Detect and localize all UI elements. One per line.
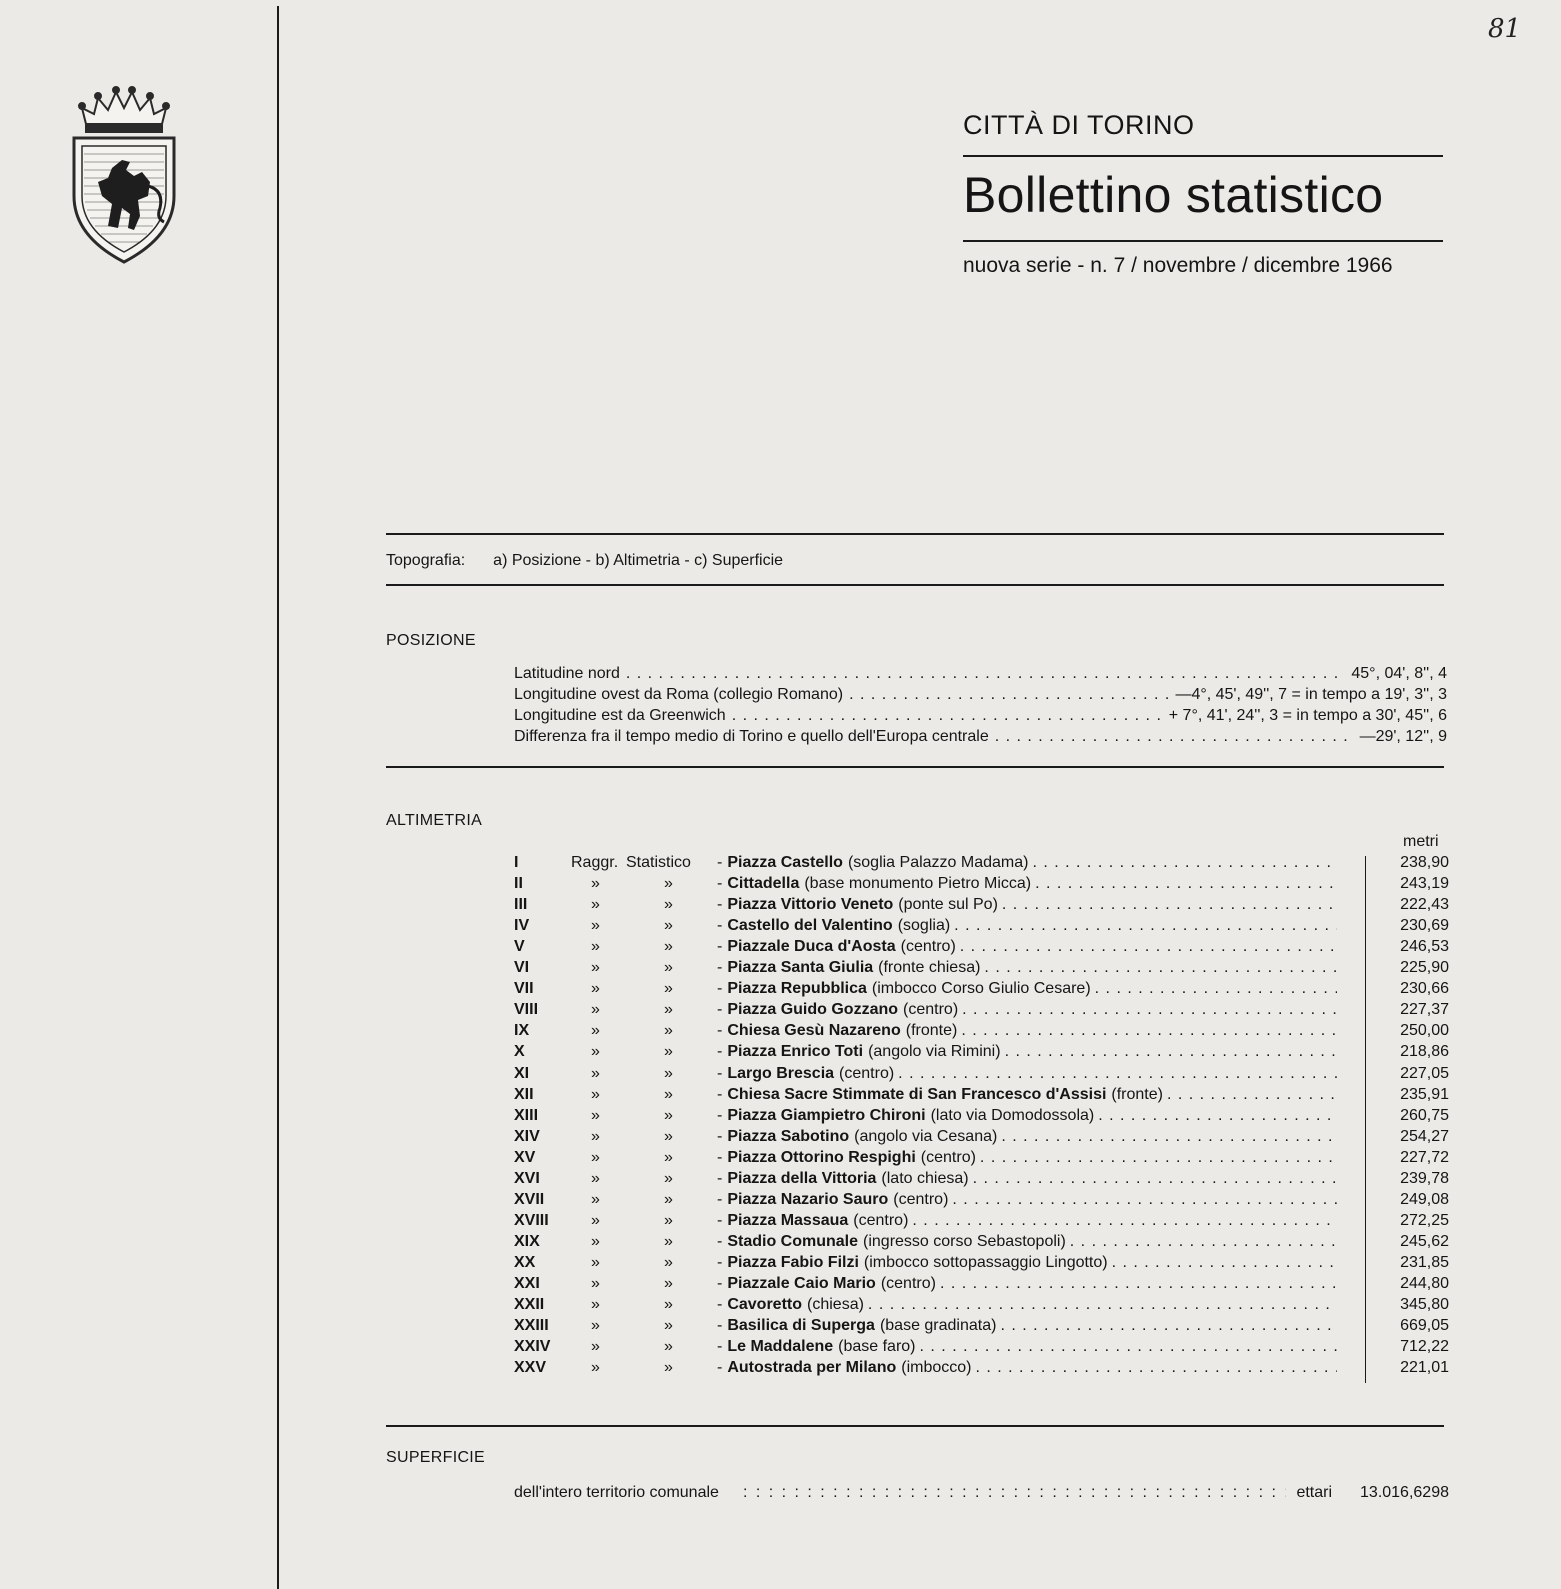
altimetria-unit: metri [1403, 833, 1439, 850]
place-detail: (lato via Domodossola) [930, 1106, 1095, 1124]
section-rule [386, 584, 1444, 586]
district-number: XIX [514, 1232, 540, 1250]
row-dash: - [717, 1317, 723, 1335]
place-name: Stadio Comunale [727, 1232, 859, 1250]
place-name: Piazzale Duca d'Aosta [727, 938, 896, 956]
place-name: Castello del Valentino [727, 917, 893, 935]
district-group-label: » [664, 959, 673, 977]
measurement-point [717, 1128, 1337, 1146]
posizione-value: 45°, 04', 8'', 4 [1351, 665, 1447, 682]
row-dash: - [717, 854, 723, 871]
district-number: VIII [514, 1001, 539, 1019]
altimetria-row [514, 980, 1449, 1001]
altimetria-row [514, 1317, 1449, 1338]
measurement-point [717, 938, 1337, 956]
altimetria-row [514, 1191, 1449, 1212]
altitude-value: 230,69 [1400, 917, 1449, 935]
title-top-rule [963, 155, 1443, 157]
altimetria-row [514, 1254, 1449, 1275]
margin-rule [277, 6, 279, 1589]
row-dash: - [717, 1296, 723, 1314]
district-number: XXIII [514, 1317, 549, 1335]
place-name: Piazza Fabio Filzi [727, 1253, 859, 1271]
altimetria-row [514, 1149, 1449, 1170]
district-group-label: » [591, 1106, 600, 1124]
altitude-value: 272,25 [1400, 1211, 1449, 1229]
row-dash: - [717, 875, 723, 893]
row-dash: - [717, 1106, 723, 1124]
district-number: XIV [514, 1127, 540, 1145]
altitude-value: 235,91 [1400, 1085, 1449, 1103]
place-name: Piazza Sabotino [727, 1127, 850, 1145]
district-group-label: » [591, 1022, 600, 1040]
measurement-point [717, 1191, 1337, 1209]
altitude-value: 218,86 [1400, 1043, 1449, 1061]
district-group-label: » [591, 1127, 600, 1145]
district-number: XX [514, 1253, 536, 1271]
district-group-label: » [664, 1022, 673, 1040]
altimetria-row [514, 1022, 1449, 1043]
district-group-label: » [664, 1001, 673, 1019]
place-detail: (imbocco sottopassaggio Lingotto) [863, 1253, 1108, 1271]
measurement-point [717, 1086, 1337, 1104]
district-group-label: » [664, 1275, 673, 1292]
measurement-point [717, 1065, 1337, 1083]
altimetria-row [514, 917, 1449, 938]
district-number: XVI [514, 1169, 540, 1187]
district-group-label: » [664, 1211, 673, 1229]
district-group-label: » [591, 896, 600, 914]
posizione-value: —29', 12'', 9 [1359, 728, 1447, 745]
measurement-point [717, 1233, 1337, 1251]
row-dash: - [717, 938, 723, 956]
district-group-label: Statistico [626, 854, 691, 871]
place-name: Piazza Enrico Toti [727, 1043, 864, 1061]
district-group-label: » [664, 1359, 673, 1377]
place-name: Piazza Vittorio Veneto [727, 896, 894, 914]
place-detail: (lato chiesa) [881, 1169, 969, 1187]
posizione-row [514, 686, 1447, 706]
measurement-point [717, 1317, 1337, 1335]
row-dash: - [717, 1232, 723, 1250]
district-group-label: » [591, 1359, 600, 1377]
altitude-value: 221,01 [1400, 1359, 1449, 1377]
altimetria-row [514, 875, 1449, 896]
altimetria-row [514, 959, 1449, 980]
row-dash: - [717, 980, 723, 998]
district-group-label: » [591, 1001, 600, 1019]
district-group-label: » [591, 1296, 600, 1314]
place-name: Piazza della Vittoria [727, 1169, 877, 1187]
district-group-label: » [591, 1232, 600, 1250]
district-group-label: » [591, 1148, 600, 1166]
city-name: CITTÀ DI TORINO [963, 110, 1195, 140]
measurement-point [717, 1022, 1337, 1040]
place-name: Cittadella [727, 875, 800, 893]
measurement-point [717, 1212, 1337, 1230]
row-dash: - [717, 1211, 723, 1229]
district-group-label: » [664, 1253, 673, 1271]
district-group-label: » [591, 1085, 600, 1103]
district-number: VI [514, 959, 530, 977]
district-group-label: » [664, 1317, 673, 1335]
district-group-label: » [591, 1169, 600, 1187]
district-number: XXI [514, 1275, 540, 1292]
altitude-value: 243,19 [1400, 875, 1449, 893]
place-name: Chiesa Gesù Nazareno [727, 1022, 901, 1040]
place-name: Le Maddalene [727, 1338, 834, 1356]
measurement-point [717, 854, 1337, 872]
posizione-label: Differenza fra il tempo medio di Torino e quello dell'Europa centrale [514, 728, 989, 745]
altimetria-row [514, 938, 1449, 959]
district-group-label: » [591, 1043, 600, 1061]
measurement-point [717, 1001, 1337, 1019]
measurement-point [717, 1107, 1337, 1125]
row-dash: - [717, 1338, 723, 1356]
altitude-value: 227,72 [1400, 1148, 1449, 1166]
issue-subtitle: nuova serie - n. 7 / novembre / dicembre 1966 [963, 254, 1393, 277]
district-group-label: » [591, 1338, 600, 1356]
measurement-point [717, 1149, 1337, 1167]
row-dash: - [717, 959, 723, 977]
measurement-point [717, 875, 1337, 893]
row-dash: - [717, 1253, 723, 1271]
posizione-label: Longitudine est da Greenwich [514, 707, 726, 724]
district-number: XVIII [514, 1211, 549, 1229]
posizione-value: —4°, 45', 49'', 7 = in tempo a 19', 3'', 3 [1175, 686, 1447, 703]
altitude-value: 712,22 [1400, 1338, 1449, 1356]
place-detail: (angolo via Rimini) [868, 1043, 1001, 1061]
measurement-point [717, 959, 1337, 977]
place-detail: (imbocco) [901, 1359, 972, 1377]
measurement-point [717, 980, 1337, 998]
place-detail: (centro) [920, 1148, 976, 1166]
superficie-label: dell'intero territorio comunale [514, 1484, 719, 1501]
district-number: IX [514, 1022, 530, 1040]
place-detail: (imbocco Corso Giulio Cesare) [871, 980, 1091, 998]
measurement-point [717, 1275, 1337, 1293]
altitude-value: 260,75 [1400, 1106, 1449, 1124]
row-dash: - [717, 1022, 723, 1040]
place-detail: (centro) [853, 1211, 909, 1229]
altitude-value: 245,62 [1400, 1232, 1449, 1250]
place-name: Cavoretto [727, 1296, 803, 1314]
row-dash: - [717, 1127, 723, 1145]
posizione-value: + 7°, 41', 24'', 3 = in tempo a 30', 45'', 6 [1168, 707, 1447, 724]
posizione-row [514, 728, 1447, 748]
altimetria-row [514, 896, 1449, 917]
district-group-label: » [664, 1338, 673, 1356]
district-number: XXIV [514, 1338, 551, 1356]
altitude-value: 250,00 [1400, 1022, 1449, 1040]
altitude-value: 254,27 [1400, 1127, 1449, 1145]
district-number: XI [514, 1064, 530, 1082]
place-detail: (centro) [880, 1275, 936, 1292]
district-number: X [514, 1043, 525, 1061]
district-group-label: » [591, 938, 600, 956]
handwritten-page-number: 81 [1488, 14, 1522, 44]
superficie-heading: SUPERFICIE [386, 1449, 486, 1466]
district-number: XXV [514, 1359, 547, 1377]
altitude-value: 238,90 [1400, 854, 1449, 871]
posizione-row [514, 665, 1447, 685]
posizione-label: Latitudine nord [514, 665, 620, 682]
place-name: Basilica di Superga [727, 1317, 875, 1335]
district-group-label: » [664, 1232, 673, 1250]
altitude-value: 231,85 [1400, 1253, 1449, 1271]
place-detail: (fronte) [1111, 1085, 1163, 1103]
district-group-label: » [664, 1043, 673, 1061]
district-group-label: » [664, 980, 673, 998]
place-detail: (angolo via Cesana) [854, 1127, 998, 1145]
altitude-value: 222,43 [1400, 896, 1449, 914]
section-rule [386, 533, 1444, 535]
superficie-unit: ettari [1296, 1484, 1333, 1501]
section-rule [386, 766, 1444, 768]
district-number: I [514, 854, 519, 871]
place-detail: (chiesa) [807, 1296, 864, 1314]
measurement-point [717, 1296, 1337, 1314]
place-detail: (centro) [839, 1064, 895, 1082]
measurement-point [717, 1338, 1337, 1356]
altimetria-row [514, 1338, 1449, 1359]
altimetria-row [514, 1065, 1449, 1086]
measurement-point [717, 1043, 1337, 1061]
district-group-label: » [664, 1190, 673, 1208]
place-detail: (soglia) [897, 917, 951, 935]
district-number: VII [514, 980, 534, 998]
row-dash: - [717, 1148, 723, 1166]
altimetria-row [514, 1296, 1449, 1317]
district-group-label: » [591, 1190, 600, 1208]
topografia-line [386, 552, 783, 570]
place-detail: (base faro) [838, 1338, 916, 1356]
district-number: XXII [514, 1296, 545, 1314]
district-number: XVII [514, 1190, 545, 1208]
district-group-label: » [664, 1296, 673, 1314]
place-detail: (soglia Palazzo Madama) [847, 854, 1029, 871]
district-number: XIII [514, 1106, 539, 1124]
measurement-point [717, 896, 1337, 914]
altimetria-row [514, 1086, 1449, 1107]
district-group-label: » [664, 1169, 673, 1187]
district-group-label: » [591, 1275, 600, 1292]
district-group-label: » [664, 875, 673, 893]
place-name: Piazza Santa Giulia [727, 959, 874, 977]
district-number: V [514, 938, 525, 956]
altimetria-row [514, 1359, 1449, 1380]
place-name: Piazza Giampietro Chironi [727, 1106, 926, 1124]
place-name: Piazza Repubblica [727, 980, 867, 998]
district-group-label: » [591, 980, 600, 998]
altitude-value: 345,80 [1400, 1296, 1449, 1314]
posizione-label: Longitudine ovest da Roma (collegio Romano) [514, 686, 844, 703]
altitude-value: 227,05 [1400, 1064, 1449, 1082]
district-group-label: Raggr. [571, 854, 619, 871]
row-dash: - [717, 1064, 723, 1082]
altitude-value: 225,90 [1400, 959, 1449, 977]
title-bottom-rule [963, 240, 1443, 242]
district-group-label: » [591, 1064, 600, 1082]
superficie-value: 13.016,6298 [1360, 1484, 1449, 1501]
district-group-label: » [591, 875, 600, 893]
row-dash: - [717, 896, 723, 914]
place-detail: (ponte sul Po) [898, 896, 998, 914]
place-detail: (base gradinata) [879, 1317, 997, 1335]
district-number: XV [514, 1148, 536, 1166]
district-group-label: » [664, 1148, 673, 1166]
row-dash: - [717, 1275, 723, 1292]
place-name: Piazza Guido Gozzano [727, 1001, 899, 1019]
altitude-value: 669,05 [1400, 1317, 1449, 1335]
district-group-label: » [664, 1106, 673, 1124]
altitude-value: 246,53 [1400, 938, 1449, 956]
measurement-point [717, 1254, 1337, 1272]
district-number: III [514, 896, 528, 914]
altimetria-row [514, 1212, 1449, 1233]
altimetria-row [514, 1107, 1449, 1128]
altitude-value: 230,66 [1400, 980, 1449, 998]
place-name: Piazza Castello [727, 854, 843, 871]
altimetria-row [514, 1170, 1449, 1191]
district-number: XII [514, 1085, 534, 1103]
altimetria-heading: ALTIMETRIA [386, 812, 483, 829]
place-name: Piazza Nazario Sauro [727, 1190, 889, 1208]
place-name: Piazza Massaua [727, 1211, 849, 1229]
torino-coat-of-arms-icon [68, 86, 180, 266]
district-group-label: » [664, 1127, 673, 1145]
altitude-value: 227,37 [1400, 1001, 1449, 1019]
altimetria-row [514, 1275, 1449, 1296]
district-group-label: » [591, 1317, 600, 1335]
district-number: IV [514, 917, 530, 935]
page-title: Bollettino statistico [963, 167, 1384, 223]
measurement-point [717, 917, 1337, 935]
altitude-value: 249,08 [1400, 1190, 1449, 1208]
posizione-row [514, 707, 1447, 727]
altimetria-row [514, 1001, 1449, 1022]
row-dash: - [717, 1001, 723, 1019]
district-group-label: » [591, 1253, 600, 1271]
district-group-label: » [664, 896, 673, 914]
topografia-text: a) Posizione - b) Altimetria - c) Superficie [493, 552, 784, 569]
section-rule [386, 1425, 1444, 1427]
place-detail: (centro) [900, 938, 956, 956]
place-name: Piazza Ottorino Respighi [727, 1148, 916, 1166]
place-detail: (ingresso corso Sebastopoli) [863, 1232, 1066, 1250]
district-group-label: » [664, 938, 673, 956]
altimetria-row [514, 1043, 1449, 1064]
row-dash: - [717, 1043, 723, 1061]
posizione-heading: POSIZIONE [386, 632, 476, 649]
row-dash: - [717, 1085, 723, 1103]
district-group-label: » [664, 1064, 673, 1082]
superficie-row [514, 1484, 1449, 1502]
altimetria-row [514, 1233, 1449, 1254]
place-detail: (centro) [893, 1190, 949, 1208]
place-detail: (centro) [903, 1001, 959, 1019]
measurement-point [717, 1170, 1337, 1188]
place-detail: (base monumento Pietro Micca) [804, 875, 1032, 893]
altimetria-row [514, 854, 1449, 875]
place-detail: (fronte chiesa) [878, 959, 981, 977]
measurement-point [717, 1359, 1337, 1377]
district-group-label: » [591, 959, 600, 977]
place-name: Chiesa Sacre Stimmate di San Francesco d'Assisi [727, 1085, 1107, 1103]
altitude-value: 244,80 [1400, 1275, 1449, 1292]
row-dash: - [717, 1190, 723, 1208]
district-group-label: » [664, 917, 673, 935]
altitude-value: 239,78 [1400, 1169, 1449, 1187]
altimetria-row [514, 1128, 1449, 1149]
row-dash: - [717, 1169, 723, 1187]
district-group-label: » [591, 1211, 600, 1229]
place-name: Largo Brescia [727, 1064, 835, 1082]
district-group-label: » [664, 1085, 673, 1103]
place-name: Autostrada per Milano [727, 1359, 897, 1377]
place-detail: (fronte) [905, 1022, 958, 1040]
district-number: II [514, 875, 523, 893]
place-name: Piazzale Caio Mario [727, 1275, 876, 1292]
topografia-label: Topografia: [386, 552, 466, 569]
row-dash: - [717, 917, 723, 935]
district-group-label: » [591, 917, 600, 935]
row-dash: - [717, 1359, 723, 1377]
